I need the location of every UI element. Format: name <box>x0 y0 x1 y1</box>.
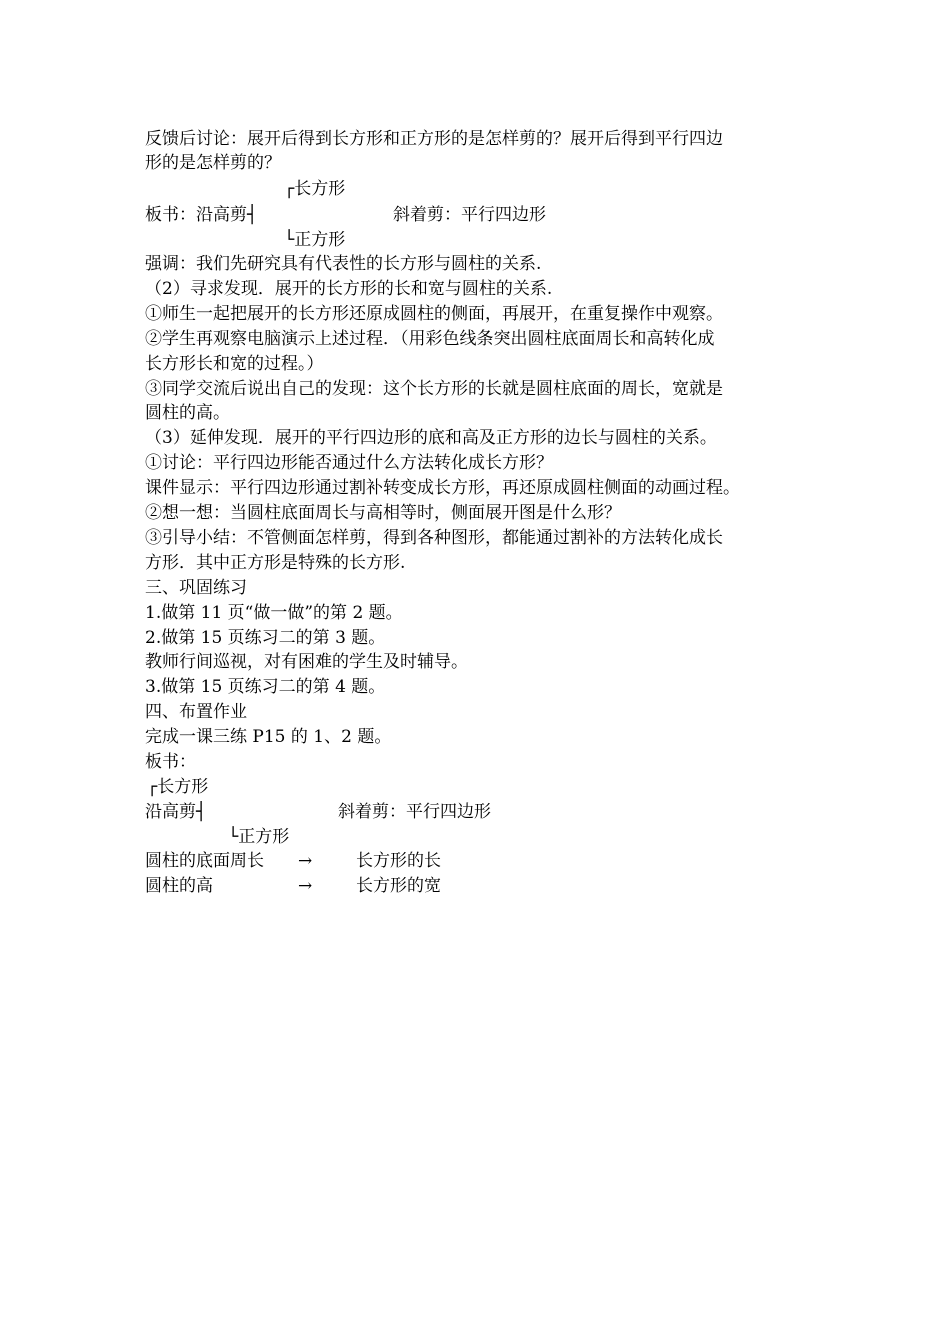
board-branch-top: ┌长方形 <box>284 179 346 199</box>
text-line: （3）延伸发现．展开的平行四边形的底和高及正方形的边长与圆柱的关系。 <box>145 428 717 448</box>
text-line: 强调：我们先研究具有代表性的长方形与圆柱的关系. <box>145 254 542 274</box>
text-line: 圆柱的高。 <box>145 403 230 423</box>
text-line: ①讨论：平行四边形能否通过什么方法转化成长方形？ <box>145 453 553 473</box>
relation-left: 圆柱的底面周长 <box>145 851 264 871</box>
relation-right: 长方形的宽 <box>356 876 441 896</box>
text-line: 板书： <box>145 752 196 772</box>
text-line: 长方形长和宽的过程。） <box>145 354 324 374</box>
text-line: （2）寻求发现．展开的长方形的长和宽与圆柱的关系. <box>145 279 553 299</box>
section-heading: 三、巩固练习 <box>145 578 247 598</box>
board-label: 沿高剪┤ <box>145 802 207 822</box>
text-line: 课件显示：平行四边形通过割补转变成长方形，再还原成圆柱侧面的动画过程。 <box>145 478 740 498</box>
relation-right: 长方形的长 <box>356 851 441 871</box>
board-right: 斜着剪：平行四边形 <box>393 205 546 225</box>
board-branch-top: ┌长方形 <box>147 777 209 797</box>
text-line: ②想一想：当圆柱底面周长与高相等时，侧面展开图是什么形？ <box>145 503 621 523</box>
text-line: 2.做第 15 页练习二的第 3 题。 <box>145 628 386 648</box>
text-line: 反馈后讨论：展开后得到长方形和正方形的是怎样剪的？展开后得到平行四边 <box>145 129 723 149</box>
relation-left: 圆柱的高 <box>145 876 213 896</box>
board-branch-bottom: └正方形 <box>284 230 346 250</box>
text-line: ②学生再观察电脑演示上述过程．（用彩色线条突出圆柱底面周长和高转化成 <box>145 329 715 349</box>
text-line: ③引导小结：不管侧面怎样剪，得到各种图形，都能通过割补的方法转化成长 <box>145 528 723 548</box>
text-line: ①师生一起把展开的长方形还原成圆柱的侧面，再展开，在重复操作中观察。 <box>145 304 723 324</box>
text-line: 1.做第 11 页“做一做”的第 2 题。 <box>145 603 403 623</box>
text-line: 教师行间巡视，对有困难的学生及时辅导。 <box>145 652 468 672</box>
text-line: 3.做第 15 页练习二的第 4 题。 <box>145 677 386 697</box>
text-line: ③同学交流后说出自己的发现：这个长方形的长就是圆柱底面的周长，宽就是 <box>145 379 723 399</box>
board-label: 板书：沿高剪┤ <box>145 205 258 225</box>
text-line: 完成一课三练 P15 的 1、2 题。 <box>145 727 392 747</box>
board-branch-bottom: └正方形 <box>228 827 290 847</box>
arrow-icon: → <box>298 851 313 871</box>
board-right: 斜着剪：平行四边形 <box>338 802 491 822</box>
arrow-icon: → <box>298 876 313 896</box>
text-line: 方形．其中正方形是特殊的长方形. <box>145 553 406 573</box>
section-heading: 四、布置作业 <box>145 702 247 722</box>
text-line: 形的是怎样剪的？ <box>145 153 281 173</box>
